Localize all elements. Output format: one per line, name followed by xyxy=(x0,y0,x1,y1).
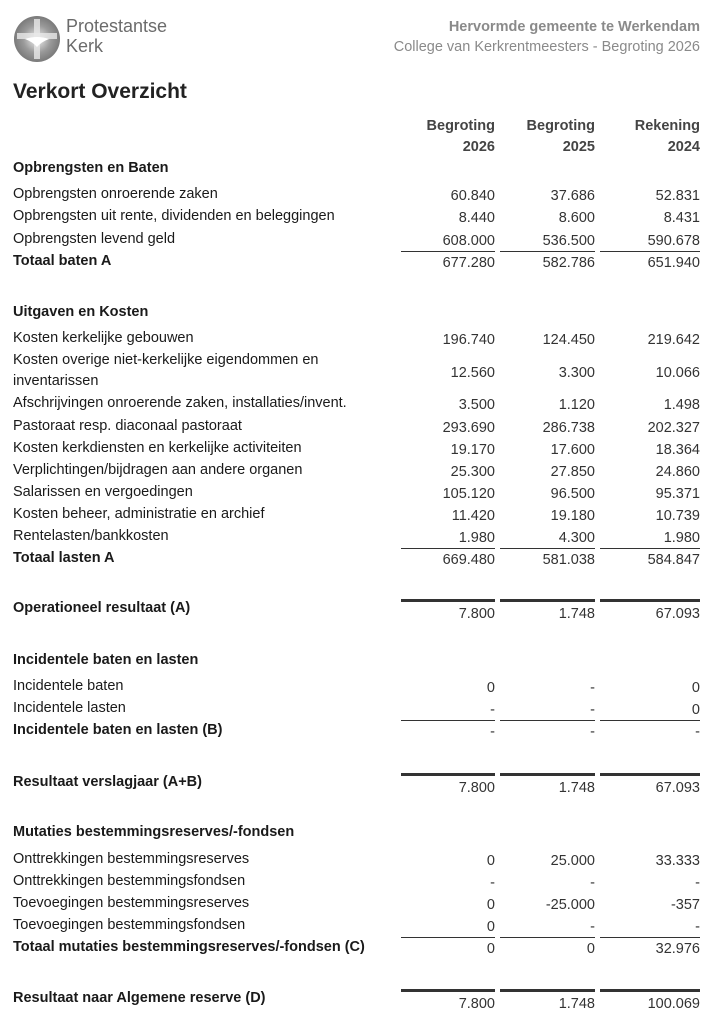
table-row xyxy=(13,393,703,415)
row-label: Totaal lasten A xyxy=(13,550,115,566)
cell-value-col1: 11.420 xyxy=(451,508,495,524)
cell-value-col3: -357 xyxy=(670,897,700,913)
cell-value-col2: - xyxy=(590,702,595,718)
row-label: Kosten kerkdiensten en kerkelijke activiteiten xyxy=(13,440,302,456)
cell-value-col3: 24.860 xyxy=(655,464,700,480)
row-label: Incidentele baten en lasten xyxy=(13,652,199,668)
row-label: Incidentele baten xyxy=(13,678,124,694)
section-heading xyxy=(13,302,703,324)
cell-value-col3: - xyxy=(695,875,700,891)
column-header-begroting-2026 xyxy=(385,116,495,158)
total-row xyxy=(13,251,703,273)
cell-value-col1: 105.120 xyxy=(442,486,495,502)
document-subtitle: College van Kerkrentmeesters - Begroting 2026 xyxy=(393,39,700,55)
table-row xyxy=(13,526,703,548)
cell-value-col2: 96.500 xyxy=(550,486,595,502)
row-label: Totaal mutaties bestemmingsreserves/-fondsen (C) xyxy=(13,939,365,955)
cell-value-col3: 10.739 xyxy=(655,508,700,524)
table-row xyxy=(13,184,703,206)
cell-value-col3: 651.940 xyxy=(647,255,700,271)
cell-value-col1: 196.740 xyxy=(442,332,495,348)
row-label: Salarissen en vergoedingen xyxy=(13,484,193,500)
cell-value-col1: 0 xyxy=(486,919,495,935)
cell-value-col3: 1.498 xyxy=(663,397,700,413)
row-label: Opbrengsten levend geld xyxy=(13,231,176,247)
cell-value-col2: 286.738 xyxy=(542,420,595,436)
table-row xyxy=(13,416,703,438)
cell-value-col2: 27.850 xyxy=(550,464,595,480)
cell-value-col1: - xyxy=(490,702,495,718)
cell-value-col2: 25.000 xyxy=(550,853,595,869)
cell-value-col1: 0 xyxy=(486,853,495,869)
cell-value-col3: 32.976 xyxy=(655,941,700,957)
row-label: Onttrekkingen bestemmingsfondsen xyxy=(13,873,246,889)
cell-value-col1: 12.560 xyxy=(450,365,495,381)
double-underline-divider xyxy=(500,773,595,776)
cell-value-col2: 536.500 xyxy=(542,233,595,249)
cell-value-col1: 60.840 xyxy=(450,188,495,204)
cell-value-col2: - xyxy=(590,724,595,740)
cell-value-col2: 124.450 xyxy=(542,332,595,348)
row-label: Incidentele lasten xyxy=(13,700,126,716)
cell-value-col3: 202.327 xyxy=(647,420,700,436)
cell-value-col2: 1.748 xyxy=(558,996,595,1012)
row-label: Verplichtingen/bijdragen aan andere organen xyxy=(13,462,303,478)
column-header-line2: 2024 xyxy=(667,139,700,155)
cell-value-col1: 7.800 xyxy=(458,606,495,622)
cell-value-col2: 0 xyxy=(586,941,595,957)
cell-value-col1: 0 xyxy=(486,897,495,913)
section-heading xyxy=(13,822,703,844)
cell-value-col1: - xyxy=(490,724,495,740)
column-header-line2: 2026 xyxy=(462,139,495,155)
table-row xyxy=(13,328,703,350)
row-label: Resultaat naar Algemene reserve (D) xyxy=(13,990,266,1006)
cell-value-col1: 1.980 xyxy=(458,530,495,546)
cell-value-col2: 1.120 xyxy=(558,397,595,413)
cell-value-col2: 4.300 xyxy=(558,530,595,546)
table-row xyxy=(13,229,703,251)
cell-value-col1: 3.500 xyxy=(458,397,495,413)
row-label: Kosten kerkelijke gebouwen xyxy=(13,330,194,346)
cell-value-col3: 10.066 xyxy=(655,365,700,381)
cell-value-col3: 584.847 xyxy=(647,552,700,568)
cell-value-col2: 1.748 xyxy=(558,606,595,622)
double-underline-divider xyxy=(600,773,700,776)
table-row xyxy=(13,871,703,893)
cell-value-col1: 8.440 xyxy=(458,210,495,226)
table-row xyxy=(13,206,703,228)
cell-value-col3: 33.333 xyxy=(655,853,700,869)
total-row xyxy=(13,937,703,959)
cell-value-col3: - xyxy=(695,724,700,740)
cell-value-col2: 1.748 xyxy=(558,780,595,796)
logo-text xyxy=(66,16,167,56)
protestantse-kerk-logo-icon xyxy=(13,15,61,63)
table-row xyxy=(13,460,703,482)
table-row xyxy=(13,915,703,937)
cell-value-col2: 8.600 xyxy=(558,210,595,226)
header-right xyxy=(394,17,700,57)
cell-value-col2: - xyxy=(590,680,595,696)
double-underline-divider xyxy=(600,989,700,992)
row-label: Opbrengsten en Baten xyxy=(13,160,169,176)
row-label: Kosten beheer, administratie en archief xyxy=(13,506,265,522)
table-row xyxy=(13,676,703,698)
row-label: Opbrengsten onroerende zaken xyxy=(13,186,218,202)
cell-value-col3: 8.431 xyxy=(663,210,700,226)
table-row xyxy=(13,893,703,915)
row-label: Afschrijvingen onroerende zaken, installaties/invent. xyxy=(13,395,347,411)
cell-value-col2: - xyxy=(590,919,595,935)
page-title: Verkort Overzicht xyxy=(13,80,187,103)
cell-value-col2: 581.038 xyxy=(542,552,595,568)
cell-value-col2: -25.000 xyxy=(545,897,595,913)
cell-value-col3: 0 xyxy=(691,680,700,696)
double-underline-divider xyxy=(401,599,495,602)
column-header-line1: Begroting xyxy=(526,118,595,134)
cell-value-col3: - xyxy=(695,919,700,935)
cell-value-col1: 7.800 xyxy=(458,996,495,1012)
section-heading xyxy=(13,158,703,180)
logo-text-line1: Protestantse xyxy=(66,16,168,36)
org-name: Hervormde gemeente te Werkendam xyxy=(448,19,700,35)
cell-value-col1: 19.170 xyxy=(450,442,495,458)
cell-value-col3: 18.364 xyxy=(655,442,700,458)
cell-value-col1: 0 xyxy=(486,941,495,957)
row-label: Toevoegingen bestemmingsfondsen xyxy=(13,917,246,933)
cell-value-col2: 17.600 xyxy=(550,442,595,458)
cell-value-col2: 582.786 xyxy=(542,255,595,271)
row-label: Uitgaven en Kosten xyxy=(13,304,149,320)
cell-value-col1: 608.000 xyxy=(442,233,495,249)
double-underline-divider xyxy=(401,773,495,776)
section-heading xyxy=(13,650,703,672)
table-row xyxy=(13,438,703,460)
row-label: Mutaties bestemmingsreserves/-fondsen xyxy=(13,824,295,840)
cell-value-col1: 7.800 xyxy=(458,780,495,796)
cell-value-col3: 219.642 xyxy=(647,332,700,348)
table-row xyxy=(13,698,703,720)
column-header-line1: Rekening xyxy=(634,118,700,134)
cell-value-col3: 590.678 xyxy=(647,233,700,249)
cell-value-col3: 100.069 xyxy=(647,996,700,1012)
cell-value-col1: 677.280 xyxy=(442,255,495,271)
row-label: Incidentele baten en lasten (B) xyxy=(13,722,223,738)
cell-value-col3: 1.980 xyxy=(663,530,700,546)
cell-value-col1: 293.690 xyxy=(442,420,495,436)
row-label: Kosten overige niet-kerkelijke eigendommen en xyxy=(13,352,319,368)
table-row xyxy=(13,849,703,871)
cell-value-col3: 0 xyxy=(691,702,700,718)
cell-value-col1: 0 xyxy=(486,680,495,696)
row-label: Opbrengsten uit rente, dividenden en beleggingen xyxy=(13,208,335,224)
cell-value-col3: 95.371 xyxy=(655,486,700,502)
row-label: Operationeel resultaat (A) xyxy=(13,600,191,616)
cell-value-col1: - xyxy=(490,875,495,891)
total-row xyxy=(13,548,703,570)
cell-value-col2: 19.180 xyxy=(550,508,595,524)
double-underline-divider xyxy=(500,989,595,992)
row-label: Pastoraat resp. diaconaal pastoraat xyxy=(13,418,242,434)
row-label: Rentelasten/bankkosten xyxy=(13,528,169,544)
row-label: Totaal baten A xyxy=(13,253,112,269)
cell-value-col2: 37.686 xyxy=(550,188,595,204)
double-underline-divider xyxy=(500,599,595,602)
table-row xyxy=(13,482,703,504)
cell-value-col3: 67.093 xyxy=(655,606,700,622)
column-header-line2: 2025 xyxy=(562,139,595,155)
cell-value-col3: 67.093 xyxy=(655,780,700,796)
column-header-line1: Begroting xyxy=(426,118,495,134)
row-label-continued: inventarissen xyxy=(13,373,99,389)
row-label: Onttrekkingen bestemmingsreserves xyxy=(13,851,250,867)
double-underline-divider xyxy=(600,599,700,602)
table-row xyxy=(13,504,703,526)
column-header-rekening-2024 xyxy=(590,116,700,158)
table-row xyxy=(13,350,703,389)
total-row xyxy=(13,720,703,742)
logo-text-line2: Kerk xyxy=(66,36,104,56)
cell-value-col3: 52.831 xyxy=(655,188,700,204)
double-underline-divider xyxy=(401,989,495,992)
cell-value-col1: 669.480 xyxy=(442,552,495,568)
cell-value-col2: 3.300 xyxy=(558,365,595,381)
cell-value-col1: 25.300 xyxy=(450,464,495,480)
cell-value-col2: - xyxy=(590,875,595,891)
row-label: Resultaat verslagjaar (A+B) xyxy=(13,774,202,790)
row-label: Toevoegingen bestemmingsreserves xyxy=(13,895,250,911)
column-header-begroting-2025 xyxy=(485,116,595,158)
